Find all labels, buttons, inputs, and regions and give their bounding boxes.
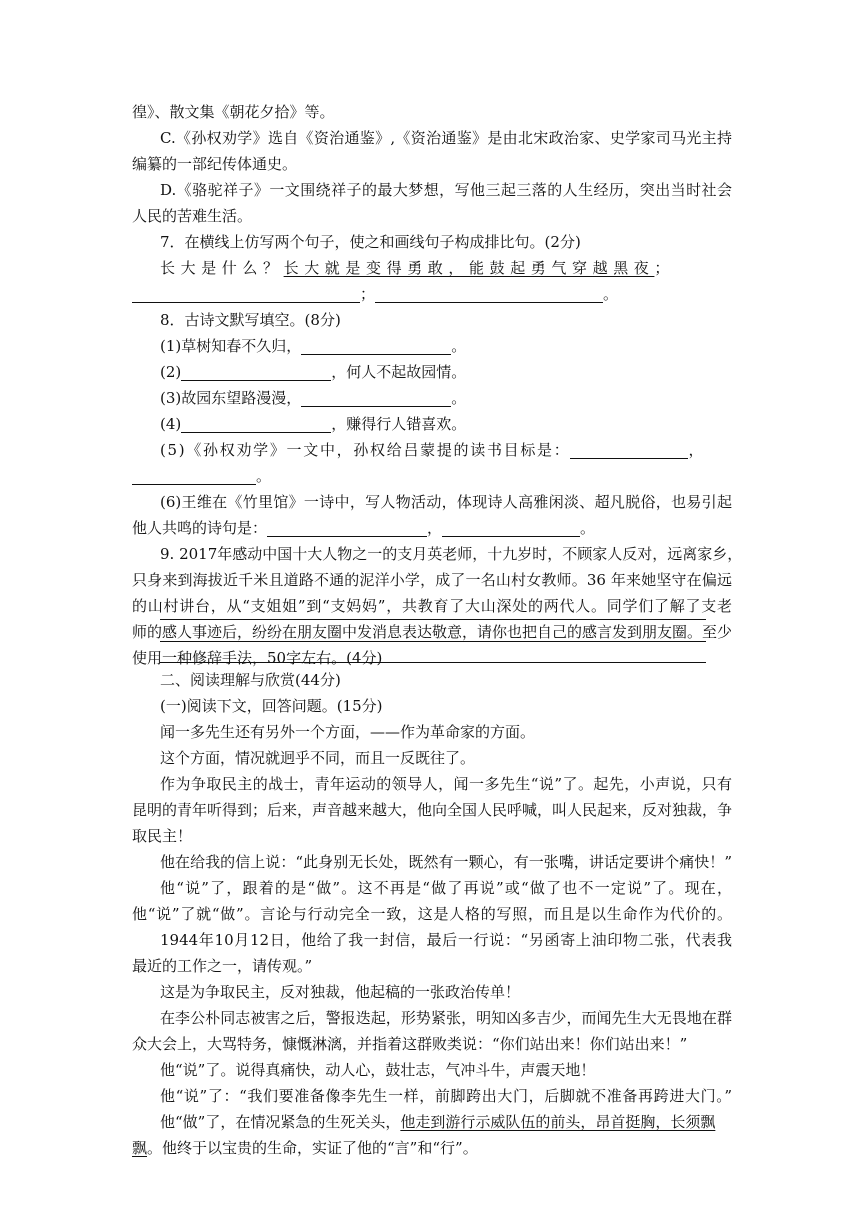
passage-paragraph: 闻一多先生还有另外一个方面，——作为革命家的方面。 <box>160 723 536 741</box>
option-d-line: D.《骆驼祥子》一文围绕祥子的最大梦想，写他三起三落的人生经历，突出当时社会 <box>160 181 732 199</box>
answer-blank[interactable] <box>132 286 360 303</box>
answer-rule[interactable] <box>160 619 706 620</box>
passage-line: 在李公朴同志被害之后，警报迭起，形势紧张，明知凶多吉少，而闻先生大无畏地在群 <box>160 1009 732 1027</box>
passage-paragraph: 他“说”了：“我们要准备像李先生一样，前脚跨出大门，后脚就不准备再跨进大门。” <box>160 1087 732 1105</box>
question-9-line: 的山村讲台，从“支姐姐”到“支妈妈”，共教育了大山深处的两代人。同学们了解了支老 <box>132 597 732 615</box>
question-9-line: 9. 2017年感动中国十大人物之一的支月英老师，十九岁时，不顾家人反对，远离家乡， <box>160 545 743 563</box>
answer-blank[interactable] <box>301 390 451 407</box>
passage-paragraph: 这是为争取民主，反对独裁，他起稿的一张政治传单！ <box>160 983 521 1001</box>
q7-lead: 长大是什么？ <box>160 259 284 277</box>
answer-blank[interactable] <box>267 520 427 537</box>
question-9-line: 只身来到海拔近千米且道路不通的泥洋小学，成了一名山村女教师。36 年来她坚守在偏远 <box>132 571 732 589</box>
option-c-line: C.《孙权劝学》选自《资治通鉴》,《资治通鉴》是由北宋政治家、史学家司马光主持 <box>160 129 732 147</box>
question-8-6-cont: 他人共鸣的诗句是： ， 。 <box>132 519 596 537</box>
text-line: 徨》、散文集《朝花夕拾》等。 <box>132 103 335 121</box>
section-2-heading: 二、阅读理解与欣赏(44分) <box>160 671 341 689</box>
question-9-line: 使用一种修辞手法，50字左右。(4分) <box>132 649 383 667</box>
passage-paragraph: 他在给我的信上说：“此身别无长处，既然有一颗心，有一张嘴，讲话定要讲个痛快！” <box>160 853 732 871</box>
answer-blank[interactable] <box>570 442 688 459</box>
question-7-title: 7．在横线上仿写两个句子，使之和画线句子构成排比句。(2分) <box>160 233 581 251</box>
q7-underlined-sentence: 长大就是变得勇敢，能鼓起勇气穿越黑夜 <box>283 259 655 277</box>
passage-line: 作为争取民主的战士，青年运动的领导人，闻一多先生“说”了。起先，小声说，只有 <box>160 775 732 793</box>
passage-paragraph: 这个方面，情况就迥乎不同，而且一反既往了。 <box>160 749 476 767</box>
section-2-subheading: (一)阅读下文，回答问题。(15分) <box>160 697 383 715</box>
passage-line: 他“说”了就“做”。言论与行动完全一致，这是人格的写照，而且是以生命作为代价的。 <box>132 905 732 923</box>
passage-line: 1944年10月12日，他给了我一封信，最后一行说：“另函寄上油印物二张，代表我 <box>160 931 732 949</box>
question-8-4: (4) ，赚得行人错喜欢。 <box>160 415 467 433</box>
answer-blank[interactable] <box>375 286 603 303</box>
passage-line: 他“说”了，跟着的是“做”。这不再是“做了再说”或“做了也不一定说”了。现在， <box>160 879 732 897</box>
answer-blank[interactable] <box>181 364 331 381</box>
question-8-5: (5)《孙权劝学》一文中，孙权给吕蒙提的读书目标是： ， <box>160 441 706 459</box>
answer-blank[interactable] <box>301 338 451 355</box>
passage-line: 最近的工作之一，请传观。” <box>132 957 313 975</box>
question-9-line: 师的感人事迹后，纷纷在朋友圈中发消息表达敬意，请你也把自己的感言发到朋友圈。至少 <box>132 623 733 641</box>
question-8-5-cont: 。 <box>132 463 732 489</box>
question-7-prompt <box>160 255 732 281</box>
text-line: 编纂的一部纪传体通史。 <box>132 155 298 173</box>
passage-line: 飘。他终于以宝贵的生命，实证了他的“言”和“行”。 <box>132 1139 478 1157</box>
passage-line: 取民主！ <box>132 827 193 845</box>
question-8-6: (6)王维在《竹里馆》一诗中，写人物活动，体现诗人高雅闲淡、超凡脱俗，也易引起 <box>160 493 732 511</box>
question-8-3: (3)故园东望路漫漫， 。 <box>160 389 467 407</box>
underlined-sentence: 他走到游行示威队伍的前头，昂首挺胸，长须飘 <box>400 1113 716 1131</box>
q7-semicolon: ； <box>654 259 676 277</box>
answer-rule[interactable] <box>160 641 706 642</box>
question-7-blanks: ； 。 <box>132 281 732 307</box>
underlined-sentence-end: 飘 <box>132 1139 148 1157</box>
passage-line: 昆明的青年听得到；后来，声音越来越大，他向全国人民呼喊，叫人民起来，反对独裁，争 <box>132 801 733 819</box>
passage-paragraph: 他“说”了。说得真痛快，动人心，鼓壮志，气冲斗牛，声震天地！ <box>160 1061 596 1079</box>
answer-blank[interactable] <box>442 520 580 537</box>
passage-line: 他“做”了，在情况紧急的生死关头，他走到游行示威队伍的前头，昂首挺胸，长须飘 <box>160 1113 716 1131</box>
question-8-title: 8．古诗文默写填空。(8分) <box>160 311 341 329</box>
question-8-1: (1)草树知春不久归， 。 <box>160 337 467 355</box>
passage-line: 众大会上，大骂特务，慷慨淋漓，并指着这群败类说：“你们站出来！你们站出来！” <box>132 1035 688 1053</box>
text-line: 人民的苦难生活。 <box>132 207 253 225</box>
answer-rule[interactable] <box>160 662 706 663</box>
question-8-2: (2) ，何人不起故园情。 <box>160 363 467 381</box>
answer-blank[interactable] <box>132 468 256 485</box>
answer-blank[interactable] <box>181 416 331 433</box>
